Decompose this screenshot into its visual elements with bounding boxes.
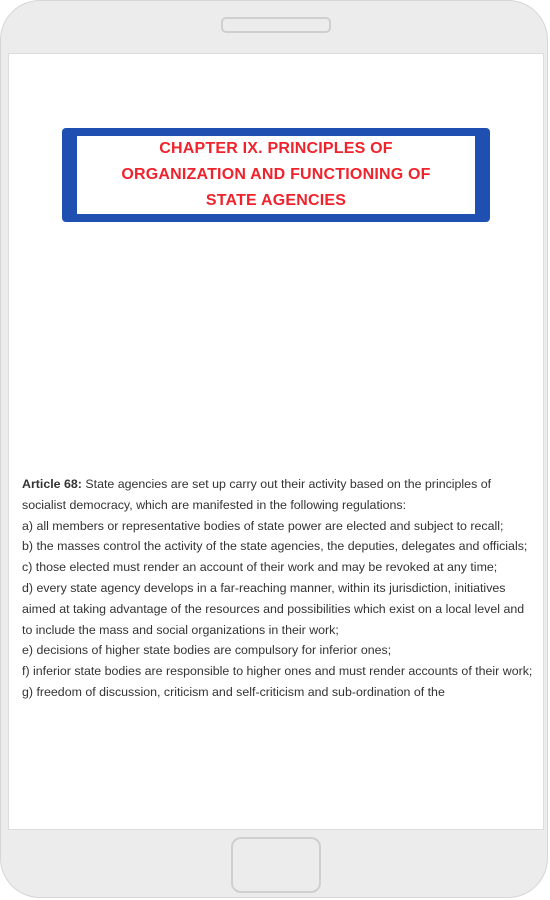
article-item-c: c) those elected must render an account of their work and may be revoked at any time; xyxy=(22,560,498,575)
chapter-title-line-2: ORGANIZATION AND FUNCTIONING OF xyxy=(121,166,431,183)
article-intro-text: State agencies are set up carry out their activity based on the principles of socialist democracy, which are manifested in the following regulations: xyxy=(22,477,492,512)
home-button[interactable] xyxy=(231,837,321,893)
speaker-slot xyxy=(221,17,331,33)
article-item-b: b) the masses control the activity of the state agencies, the deputies, delegates and officials; xyxy=(22,539,528,554)
chapter-banner xyxy=(62,128,490,222)
article-item-d: d) every state agency develops in a far-reaching manner, within its jurisdiction, initiatives aimed at taking advantage of the resources and possibilities which exist on a local level and to include the mass and social organizations in their work; xyxy=(22,580,525,637)
chapter-title-line-3: STATE AGENCIES xyxy=(205,192,347,209)
article-item-a: a) all members or representative bodies of state power are elected and subject to recall; xyxy=(22,518,504,533)
article-item-f: f) inferior state bodies are responsible to higher ones and must render accounts of their work; xyxy=(22,664,533,679)
article-item-e: e) decisions of higher state bodies are compulsory for inferior ones; xyxy=(22,643,392,658)
chapter-banner-inner xyxy=(77,136,475,214)
article-text xyxy=(22,474,537,703)
article-label: Article 68: xyxy=(22,477,82,491)
chapter-title xyxy=(86,136,466,214)
article-intro xyxy=(22,474,537,516)
chapter-title-line-1: CHAPTER IX. PRINCIPLES OF xyxy=(159,140,393,157)
screen[interactable] xyxy=(8,53,544,830)
article-item-g: g) freedom of discussion, criticism and self-criticism and sub-ordination of the xyxy=(22,684,445,699)
